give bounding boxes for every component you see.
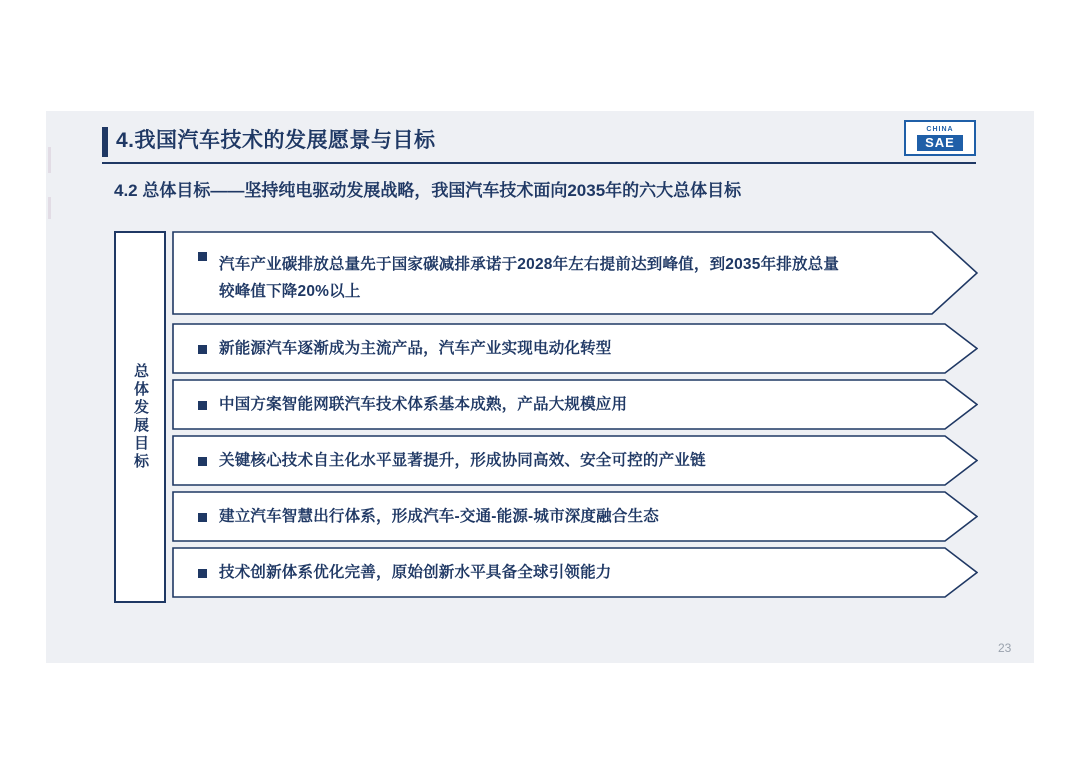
title-accent-bar (102, 127, 108, 157)
bullet-square-icon (198, 252, 207, 261)
bullet-square-icon (198, 345, 207, 354)
goal-row-content (198, 231, 918, 335)
goal-row[interactable] (172, 231, 978, 315)
goal-row-content (198, 379, 918, 430)
bullet-square-icon (198, 513, 207, 522)
goals-list (172, 231, 978, 603)
goal-text: 中国方案智能网联汽车技术体系基本成熟，产品大规模应用 (219, 396, 628, 413)
edge-artifact (48, 197, 51, 219)
title-underline (102, 162, 976, 164)
bullet-square-icon (198, 569, 207, 578)
goal-text: 建立汽车智慧出行体系，形成汽车-交通-能源-城市深度融合生态 (219, 508, 659, 525)
goal-text: 技术创新体系优化完善，原始创新水平具备全球引领能力 (219, 564, 612, 581)
page-number: 23 (998, 641, 1012, 655)
goal-text: 关键核心技术自主化水平显著提升，形成协同高效、安全可控的产业链 (219, 452, 706, 469)
slide-title-row (102, 124, 976, 166)
goal-row[interactable] (172, 435, 978, 486)
goal-row-content (198, 435, 918, 486)
edge-artifact (48, 147, 51, 173)
side-label-box (114, 231, 166, 603)
goal-row[interactable] (172, 491, 978, 542)
slide-canvas (46, 111, 1034, 663)
page-title: 4.我国汽车技术的发展愿景与目标 (116, 129, 436, 152)
bullet-square-icon (198, 401, 207, 410)
goal-row-content (198, 491, 918, 542)
goal-row-content (198, 547, 918, 598)
goal-text: 新能源汽车逐渐成为主流产品，汽车产业实现电动化转型 (219, 340, 612, 357)
bullet-square-icon (198, 457, 207, 466)
goal-row[interactable] (172, 323, 978, 374)
goal-row-content (198, 323, 918, 374)
side-label-text: 总体发展目标 (132, 363, 149, 471)
logo-top-text: CHINA (926, 126, 954, 133)
slide-subtitle: 4.2 总体目标——坚持纯电驱动发展战略，我国汽车技术面向2035年的六大总体目标 (114, 181, 742, 200)
goal-row[interactable] (172, 547, 978, 598)
goal-text: 汽车产业碳排放总量先于国家碳减排承诺于2028年左右提前达到峰值，到2035年排放总量 较峰值下降20%以上 (219, 256, 840, 300)
goal-row[interactable] (172, 379, 978, 430)
china-sae-logo (904, 120, 976, 156)
logo-main-text: SAE (917, 135, 963, 151)
